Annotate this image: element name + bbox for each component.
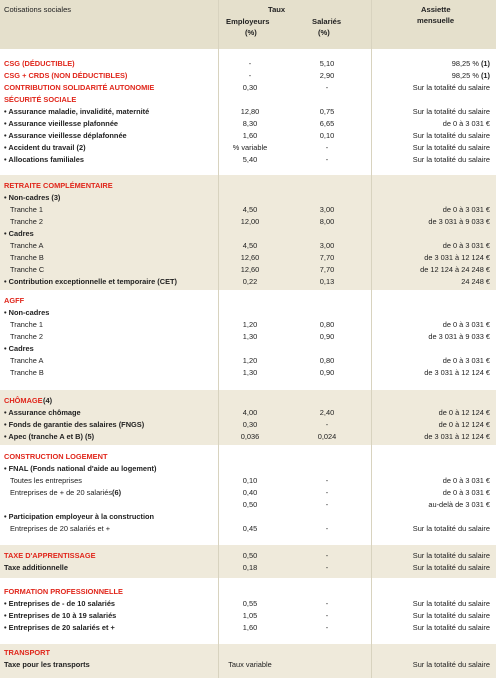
assiette-text: Sur la totalité du salaire [412, 623, 490, 632]
assiette-text: Sur la totalité du salaire [412, 660, 490, 669]
row-label: Tranche A [10, 241, 44, 250]
header-employeurs: Employeurs [226, 17, 270, 26]
salaries-rate: - [325, 476, 329, 485]
salaries-rate: 8,00 [319, 217, 335, 226]
section-title: CONSTRUCTION LOGEMENT [4, 452, 108, 461]
assiette-value [378, 107, 496, 117]
row-label: • Participation employeur à la construction [4, 512, 155, 521]
salaries-rate: 0,10 [319, 131, 335, 140]
salaries-rate: - [325, 551, 329, 560]
assiette-text: de 0 à 3 031 € [442, 119, 490, 128]
table-row [0, 432, 496, 442]
salaries-rate: - [325, 420, 329, 429]
section-title: AGFF [4, 296, 25, 305]
employeurs-rate: - [248, 59, 252, 68]
assiette-value [378, 420, 496, 430]
row-label: • Cadres [4, 229, 34, 238]
section-title: CONTRIBUTION SOLIDARITÉ AUTONOMIE [4, 83, 155, 92]
table-row [0, 181, 496, 191]
employeurs-rate: 4,50 [242, 205, 258, 214]
table-row [0, 623, 496, 633]
assiette-text: au-delà de 3 031 € [428, 500, 490, 509]
assiette-value [378, 71, 496, 81]
header-employeurs-unit: (%) [245, 28, 257, 37]
assiette-text: Sur la totalité du salaire [412, 563, 490, 572]
row-label: • Non-cadres [4, 308, 50, 317]
row-label: Tranche 1 [10, 205, 44, 214]
salaries-rate: 2,40 [319, 408, 335, 417]
table-row [0, 241, 496, 251]
salaries-rate: - [325, 83, 329, 92]
assiette-value [378, 83, 496, 93]
table-row [0, 205, 496, 215]
table-row [0, 476, 496, 486]
assiette-text: de 12 124 à 24 248 € [420, 265, 490, 274]
row-label: • Apec (tranche A et B) (5) [4, 432, 95, 441]
assiette-text: de 0 à 3 031 € [442, 241, 490, 250]
assiette-text: de 0 à 12 124 € [438, 420, 490, 429]
assiette-text: Sur la totalité du salaire [412, 107, 490, 116]
assiette-value [378, 432, 496, 442]
section-title: CHÔMAGE [4, 396, 43, 405]
table-row [0, 551, 496, 561]
assiette-text: Sur la totalité du salaire [412, 524, 490, 533]
row-label: • Allocations familiales [4, 155, 84, 164]
salaries-rate: 7,70 [319, 253, 335, 262]
assiette-value [378, 320, 496, 330]
row-label: Toutes les entreprises [10, 476, 82, 485]
assiette-value [378, 476, 496, 486]
row-label-note: (4) [43, 396, 53, 405]
salaries-rate: 3,00 [319, 205, 335, 214]
salaries-rate: - [325, 623, 329, 632]
header-assiette: Assiette [421, 5, 451, 14]
assiette-value [378, 623, 496, 633]
assiette-text: de 0 à 3 031 € [442, 488, 490, 497]
row-label: Taxe additionnelle [4, 563, 68, 572]
salaries-rate: 5,10 [319, 59, 335, 68]
table-row [0, 253, 496, 263]
employeurs-rate: 0,50 [242, 500, 258, 509]
employeurs-rate: 0,50 [242, 551, 258, 560]
table-row [0, 452, 496, 462]
table-row [0, 308, 496, 318]
assiette-value [378, 265, 496, 275]
row-label: Tranche A [10, 356, 44, 365]
table-row [0, 277, 496, 287]
employeurs-rate: 0,10 [242, 476, 258, 485]
employeurs-rate: 1,60 [242, 623, 258, 632]
employeurs-rate: 0,40 [242, 488, 258, 497]
assiette-value [378, 59, 496, 69]
employeurs-rate: 1,60 [242, 131, 258, 140]
assiette-text: de 3 031 à 12 124 € [424, 368, 490, 377]
employeurs-rate: 1,30 [242, 332, 258, 341]
row-label: • Cadres [4, 344, 34, 353]
assiette-value [378, 241, 496, 251]
row-label: Tranche 1 [10, 320, 44, 329]
assiette-value [378, 205, 496, 215]
salaries-rate: - [325, 524, 329, 533]
assiette-value [378, 143, 496, 153]
section-title: TAXE D'APPRENTISSAGE [4, 551, 96, 560]
table-row [0, 296, 496, 306]
employeurs-rate: Taux variable [228, 660, 272, 669]
row-label: • Accident du travail (2) [4, 143, 86, 152]
assiette-text: de 3 031 à 9 033 € [428, 217, 490, 226]
assiette-text: 98,25 % [451, 71, 479, 80]
employeurs-rate: 1,05 [242, 611, 258, 620]
salaries-rate: 0,13 [319, 277, 335, 286]
assiette-value [378, 332, 496, 342]
section-apprentissage [0, 545, 496, 578]
header-cotisations: Cotisations sociales [4, 5, 72, 14]
employeurs-rate: 12,60 [240, 265, 260, 274]
employeurs-rate: 12,60 [240, 253, 260, 262]
assiette-text: 98,25 % [451, 59, 479, 68]
assiette-value [378, 611, 496, 621]
table-row [0, 464, 496, 474]
salaries-rate: 0,90 [319, 332, 335, 341]
employeurs-rate: 8,30 [242, 119, 258, 128]
row-label: • Entreprises de - de 10 salariés [4, 599, 116, 608]
assiette-value [378, 119, 496, 129]
row-label: • Entreprises de 10 à 19 salariés [4, 611, 117, 620]
employeurs-rate: 4,00 [242, 408, 258, 417]
table-row [0, 420, 496, 430]
salaries-rate: 2,90 [319, 71, 335, 80]
section-title: RETRAITE COMPLÉMENTAIRE [4, 181, 113, 190]
assiette-value [378, 217, 496, 227]
employeurs-rate: - [248, 71, 252, 80]
assiette-text: de 3 031 à 12 124 € [424, 432, 490, 441]
header-taux: Taux [268, 5, 286, 14]
employeurs-rate: 0,30 [242, 420, 258, 429]
salaries-rate: - [325, 500, 329, 509]
table-row [0, 563, 496, 573]
employeurs-rate: 0,45 [242, 524, 258, 533]
salaries-rate: 6,65 [319, 119, 335, 128]
table-row [0, 59, 496, 69]
table-row [0, 193, 496, 203]
assiette-value [378, 408, 496, 418]
employeurs-rate: 4,50 [242, 241, 258, 250]
employeurs-rate: 1,20 [242, 320, 258, 329]
row-label: Entreprises de + de 20 salariés [10, 488, 113, 497]
row-label: • Assurance maladie, invalidité, maternité [4, 107, 150, 116]
assiette-text: Sur la totalité du salaire [412, 155, 490, 164]
table-row [0, 396, 496, 406]
table-row [0, 648, 496, 658]
assiette-value [378, 599, 496, 609]
assiette-text: Sur la totalité du salaire [412, 131, 490, 140]
row-label: Tranche C [10, 265, 45, 274]
row-label: Taxe pour les transports [4, 660, 90, 669]
table-row [0, 587, 496, 597]
assiette-value [378, 277, 496, 287]
salaries-rate: - [325, 611, 329, 620]
salaries-rate: 0,80 [319, 320, 335, 329]
row-label: • FNAL (Fonds national d'aide au logement) [4, 464, 157, 473]
employeurs-rate: 0,036 [240, 432, 260, 441]
assiette-value [378, 155, 496, 165]
salaries-rate: 0,024 [317, 432, 337, 441]
salaries-rate: 3,00 [319, 241, 335, 250]
row-label-note: (6) [112, 488, 122, 497]
assiette-text: 24 248 € [461, 277, 490, 286]
employeurs-rate: 0,55 [242, 599, 258, 608]
section-title: CSG + CRDS (NON DÉDUCTIBLES) [4, 71, 128, 80]
table-row [0, 408, 496, 418]
row-label: • Assurance chômage [4, 408, 81, 417]
salaries-rate: - [325, 488, 329, 497]
table-row [0, 524, 496, 534]
table-row [0, 83, 496, 93]
assiette-value [378, 551, 496, 561]
employeurs-rate: 5,40 [242, 155, 258, 164]
row-label: • Non-cadres (3) [4, 193, 61, 202]
header-salaries-unit: (%) [318, 28, 330, 37]
table-row [0, 512, 496, 522]
table-row [0, 660, 496, 670]
salaries-rate: 7,70 [319, 265, 335, 274]
table-row [0, 107, 496, 117]
assiette-value [378, 253, 496, 263]
row-label: • Fonds de garantie des salaires (FNGS) [4, 420, 145, 429]
row-label: Tranche 2 [10, 332, 44, 341]
assiette-value [378, 356, 496, 366]
table-row [0, 611, 496, 621]
assiette-text: de 0 à 3 031 € [442, 320, 490, 329]
table-row [0, 131, 496, 141]
assiette-value [378, 488, 496, 498]
table-row [0, 71, 496, 81]
employeurs-rate: 0,18 [242, 563, 258, 572]
assiette-value [378, 524, 496, 534]
assiette-text: Sur la totalité du salaire [412, 551, 490, 560]
assiette-text: Sur la totalité du salaire [412, 143, 490, 152]
row-label: • Assurance vieillesse déplafonnée [4, 131, 127, 140]
section-title: CSG (DÉDUCTIBLE) [4, 59, 75, 68]
row-label: • Assurance vieillesse plafonnée [4, 119, 119, 128]
assiette-text: de 0 à 12 124 € [438, 408, 490, 417]
table-row [0, 599, 496, 609]
table-row [0, 155, 496, 165]
salaries-rate: - [325, 143, 329, 152]
salaries-rate: 0,80 [319, 356, 335, 365]
table-row [0, 143, 496, 153]
assiette-note: (1) [478, 71, 490, 80]
salaries-rate: - [325, 599, 329, 608]
table-row [0, 344, 496, 354]
table-row [0, 356, 496, 366]
row-label: • Entreprises de 20 salariés et + [4, 623, 115, 632]
salaries-rate: - [325, 563, 329, 572]
assiette-value [378, 500, 496, 510]
salaries-rate [291, 660, 363, 670]
employeurs-rate: 1,30 [242, 368, 258, 377]
row-label: • Contribution exceptionnelle et temporaire (CET) [4, 277, 177, 286]
table-row [0, 500, 496, 510]
assiette-note: (1) [478, 59, 490, 68]
table-row [0, 95, 496, 105]
salaries-rate: 0,75 [319, 107, 335, 116]
section-title: FORMATION PROFESSIONNELLE [4, 587, 123, 596]
section-title: TRANSPORT [4, 648, 50, 657]
table-row [0, 217, 496, 227]
employeurs-rate: 0,30 [242, 83, 258, 92]
assiette-value [378, 368, 496, 378]
row-label: Tranche B [10, 253, 44, 262]
assiette-text: de 0 à 3 031 € [442, 476, 490, 485]
employeurs-rate: 1,20 [242, 356, 258, 365]
salaries-rate: - [325, 155, 329, 164]
assiette-value [378, 563, 496, 573]
row-label: Tranche 2 [10, 217, 44, 226]
table-row [0, 320, 496, 330]
assiette-value [378, 131, 496, 141]
table-row [0, 119, 496, 129]
employeurs-rate: 12,00 [240, 217, 260, 226]
assiette-text: Sur la totalité du salaire [412, 611, 490, 620]
table-row [0, 488, 496, 498]
employeurs-rate: 12,80 [240, 107, 260, 116]
table-row [0, 229, 496, 239]
employeurs-rate: 0,22 [242, 277, 258, 286]
salaries-rate: 0,90 [319, 368, 335, 377]
row-label: Tranche B [10, 368, 44, 377]
row-label: Entreprises de 20 salariés et + [10, 524, 111, 533]
assiette-text: de 3 031 à 12 124 € [424, 253, 490, 262]
table-header [0, 0, 496, 49]
header-mensuelle: mensuelle [417, 16, 455, 25]
assiette-text: de 3 031 à 9 033 € [428, 332, 490, 341]
assiette-value [378, 660, 496, 670]
employeurs-rate: % variable [232, 143, 268, 152]
assiette-text: Sur la totalité du salaire [412, 599, 490, 608]
table-row [0, 332, 496, 342]
assiette-text: de 0 à 3 031 € [442, 356, 490, 365]
section-title: SÉCURITÉ SOCIALE [4, 95, 77, 104]
assiette-text: Sur la totalité du salaire [412, 83, 490, 92]
table-row [0, 265, 496, 275]
table-row [0, 368, 496, 378]
assiette-text: de 0 à 3 031 € [442, 205, 490, 214]
header-salaries: Salariés [312, 17, 342, 26]
